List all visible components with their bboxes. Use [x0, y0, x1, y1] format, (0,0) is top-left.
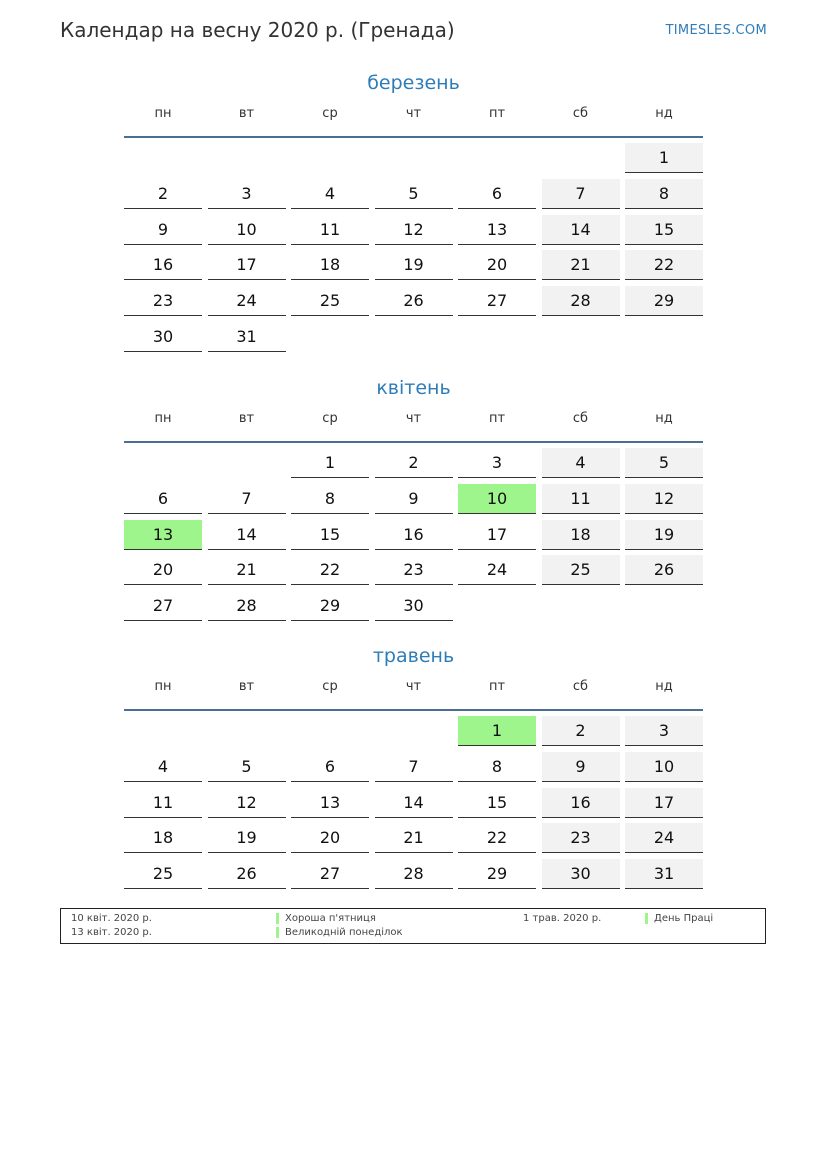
holiday-day-cell: 10: [458, 484, 536, 514]
page-title: Календар на весну 2020 р. (Гренада): [60, 18, 455, 42]
day-cell: 24: [208, 286, 286, 316]
day-cell: 7: [375, 752, 453, 782]
month-title: травень: [372, 645, 455, 667]
day-cell: 4: [124, 752, 202, 782]
weekday-label: пн: [154, 411, 172, 426]
weekday-label: вт: [238, 679, 255, 694]
weekday-label: вт: [238, 411, 255, 426]
day-cell: 27: [291, 859, 369, 889]
legend-holiday-name: Хороша п'ятниця: [276, 913, 376, 924]
day-cell: 14: [375, 788, 453, 818]
day-cell: 8: [458, 752, 536, 782]
month-title: березень: [367, 72, 460, 94]
day-cell: 10: [625, 752, 703, 782]
month-block: [124, 68, 703, 346]
day-cell: 2: [375, 448, 453, 478]
day-cell: 26: [208, 859, 286, 889]
day-cell: 25: [291, 286, 369, 316]
day-cell: 15: [625, 215, 703, 245]
day-cell: 15: [458, 788, 536, 818]
day-cell: 21: [208, 555, 286, 585]
legend-holiday-name: Великодній понеділок: [276, 927, 403, 938]
header-rule: [124, 136, 703, 138]
day-cell: 8: [291, 484, 369, 514]
day-cell: 24: [458, 555, 536, 585]
day-cell: 3: [208, 179, 286, 209]
day-cell: 2: [124, 179, 202, 209]
day-cell: 7: [542, 179, 620, 209]
holiday-legend: [60, 908, 766, 944]
day-cell: 27: [458, 286, 536, 316]
legend-date: 1 трав. 2020 р.: [523, 913, 602, 924]
day-cell: 17: [458, 520, 536, 550]
day-cell: 25: [542, 555, 620, 585]
day-cell: 21: [542, 250, 620, 280]
weekday-label: чт: [405, 106, 422, 121]
day-cell: 4: [291, 179, 369, 209]
day-cell: 5: [375, 179, 453, 209]
day-cell: 3: [458, 448, 536, 478]
day-cell: 19: [208, 823, 286, 853]
day-cell: 27: [124, 591, 202, 621]
day-cell: 5: [208, 752, 286, 782]
weekday-label: пн: [154, 679, 172, 694]
month-block: [124, 373, 703, 616]
day-cell: 4: [542, 448, 620, 478]
brand-link[interactable]: TIMESLES.COM: [665, 23, 767, 38]
day-cell: 18: [124, 823, 202, 853]
day-cell: 11: [291, 215, 369, 245]
day-cell: 29: [625, 286, 703, 316]
day-cell: 17: [625, 788, 703, 818]
weekday-label: чт: [405, 411, 422, 426]
day-cell: 16: [124, 250, 202, 280]
day-cell: 25: [124, 859, 202, 889]
day-cell: 7: [208, 484, 286, 514]
day-cell: 8: [625, 179, 703, 209]
day-cell: 10: [208, 215, 286, 245]
legend-holiday-name: День Праці: [645, 913, 713, 924]
weekday-label: чт: [405, 679, 422, 694]
header-rule: [124, 709, 703, 711]
day-cell: 26: [625, 555, 703, 585]
day-cell: 26: [375, 286, 453, 316]
weekday-label: пт: [488, 106, 506, 121]
weekday-label: нд: [655, 411, 673, 426]
weekday-label: сб: [572, 411, 589, 426]
day-cell: 28: [375, 859, 453, 889]
day-cell: 30: [542, 859, 620, 889]
day-cell: 21: [375, 823, 453, 853]
day-cell: 6: [458, 179, 536, 209]
day-cell: 17: [208, 250, 286, 280]
weekday-label: пт: [488, 411, 506, 426]
day-cell: 30: [124, 322, 202, 352]
day-cell: 18: [542, 520, 620, 550]
day-cell: 18: [291, 250, 369, 280]
day-cell: 12: [625, 484, 703, 514]
day-cell: 9: [124, 215, 202, 245]
day-cell: 28: [542, 286, 620, 316]
day-cell: 9: [542, 752, 620, 782]
weekday-label: ср: [322, 411, 338, 426]
legend-date: 13 квіт. 2020 р.: [71, 927, 152, 938]
day-cell: 5: [625, 448, 703, 478]
day-cell: 16: [375, 520, 453, 550]
day-cell: 6: [291, 752, 369, 782]
day-cell: 15: [291, 520, 369, 550]
day-cell: 6: [124, 484, 202, 514]
day-cell: 19: [625, 520, 703, 550]
day-cell: 1: [625, 143, 703, 173]
legend-date: 10 квіт. 2020 р.: [71, 913, 152, 924]
day-cell: 3: [625, 716, 703, 746]
day-cell: 22: [291, 555, 369, 585]
day-cell: 1: [291, 448, 369, 478]
weekday-label: ср: [322, 679, 338, 694]
day-cell: 31: [208, 322, 286, 352]
day-cell: 20: [458, 250, 536, 280]
day-cell: 2: [542, 716, 620, 746]
day-cell: 31: [625, 859, 703, 889]
day-cell: 20: [291, 823, 369, 853]
month-title: квітень: [376, 377, 451, 399]
day-cell: 12: [375, 215, 453, 245]
day-cell: 23: [124, 286, 202, 316]
weekday-header: [124, 403, 703, 443]
weekday-label: сб: [572, 106, 589, 121]
day-cell: 30: [375, 591, 453, 621]
day-cell: 20: [124, 555, 202, 585]
weekday-label: пт: [488, 679, 506, 694]
day-cell: 19: [375, 250, 453, 280]
weekday-header: [124, 98, 703, 138]
day-cell: 29: [458, 859, 536, 889]
day-cell: 14: [208, 520, 286, 550]
weekday-header: [124, 671, 703, 711]
day-cell: 12: [208, 788, 286, 818]
day-cell: 11: [542, 484, 620, 514]
day-cell: 29: [291, 591, 369, 621]
header-rule: [124, 441, 703, 443]
weekday-label: нд: [655, 679, 673, 694]
weekday-label: пн: [154, 106, 172, 121]
day-cell: 13: [291, 788, 369, 818]
weekday-label: нд: [655, 106, 673, 121]
day-cell: 13: [458, 215, 536, 245]
day-cell: 28: [208, 591, 286, 621]
day-cell: 23: [375, 555, 453, 585]
day-cell: 16: [542, 788, 620, 818]
day-cell: 23: [542, 823, 620, 853]
month-block: [124, 641, 703, 884]
weekday-label: ср: [322, 106, 338, 121]
day-cell: 22: [625, 250, 703, 280]
weekday-label: сб: [572, 679, 589, 694]
day-cell: 24: [625, 823, 703, 853]
day-cell: 22: [458, 823, 536, 853]
day-cell: 11: [124, 788, 202, 818]
holiday-day-cell: 13: [124, 520, 202, 550]
holiday-day-cell: 1: [458, 716, 536, 746]
day-cell: 14: [542, 215, 620, 245]
day-cell: 9: [375, 484, 453, 514]
weekday-label: вт: [238, 106, 255, 121]
